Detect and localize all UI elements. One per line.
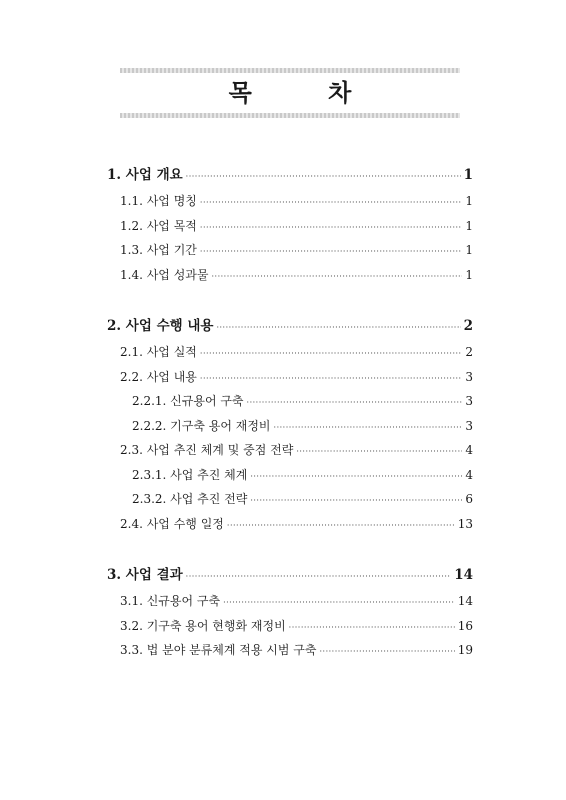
toc-entry[interactable] [107,365,473,390]
toc-dot-leader [200,191,462,216]
toc-entry-page-number: 2 [463,318,473,334]
toc-entry[interactable] [107,162,473,189]
toc-dot-leader [216,314,460,341]
toc-entry-label: 1.3. 사업 기간 [120,243,197,257]
toc-entry-label: 2.2.2. 기구축 용어 재정비 [132,418,271,433]
toc-entry[interactable] [107,313,473,340]
toc-entry-page-number: 4 [465,467,473,482]
toc-entry-page-number: 3 [465,418,473,433]
toc-dot-leader [200,367,462,392]
toc-entry-page-number: 16 [457,618,473,633]
toc-entry-label: 3.2. 기구축 용어 현행화 재정비 [120,618,286,633]
toc-entry-page-number: 3 [465,394,473,408]
toc-entry-label: 2. 사업 수행 내용 [107,318,214,334]
toc-entry-label: 3.1. 신규용어 구축 [120,594,221,608]
toc-dot-leader [296,440,462,465]
toc-entry[interactable] [107,214,473,239]
toc-dot-leader [319,640,454,665]
toc-entry-label: 2.3.2. 사업 추진 전략 [132,492,248,506]
toc-dot-leader [186,163,461,190]
toc-entry-label: 2.3. 사업 추진 체계 및 중점 전략 [120,443,294,457]
toc-dot-leader [200,240,462,265]
toc-entry-page-number: 2 [465,345,473,359]
toc-entry-page-number: 14 [454,567,473,583]
toc-entry[interactable] [107,389,473,414]
page-title: 목 차 [228,79,386,107]
toc-section [107,562,473,663]
toc-dot-leader [212,265,463,290]
toc-title-band [120,68,460,118]
toc-dot-leader [250,489,462,514]
toc-entry[interactable] [107,414,473,439]
toc-entry-label: 1. 사업 개요 [107,167,183,183]
toc-entry[interactable] [107,614,473,639]
toc-entry[interactable] [107,438,473,463]
toc-entry-label: 2.2.1. 신규용어 구축 [132,394,244,408]
toc-section [107,162,473,287]
toc-entry[interactable] [107,512,473,537]
toc-entry-label: 2.2. 사업 내용 [120,369,197,384]
toc-dot-leader [250,465,462,490]
toc-entry-label: 2.4. 사업 수행 일정 [120,516,224,531]
toc-dot-leader [200,342,462,367]
toc-entry-page-number: 3 [465,369,473,384]
toc-dot-leader [186,563,452,590]
toc-entry-page-number: 1 [465,243,473,257]
toc-entry[interactable] [107,463,473,488]
toc-entry-page-number: 19 [457,643,473,657]
toc-dot-leader [247,391,462,416]
toc-entry[interactable] [107,589,473,614]
toc-section [107,313,473,536]
toc-dot-leader [223,591,455,616]
toc-entry-label: 3. 사업 결과 [107,567,183,583]
toc-entry[interactable] [107,638,473,663]
toc-entry[interactable] [107,340,473,365]
toc-entry-page-number: 14 [457,594,473,608]
toc-entry-page-number: 1 [465,218,473,233]
toc-entry[interactable] [107,562,473,589]
toc-entry-label: 1.4. 사업 성과물 [120,267,209,282]
table-of-contents [107,162,473,689]
toc-dot-leader [274,416,462,441]
toc-entry-label: 3.3. 법 분야 분류체계 적용 시범 구축 [120,643,317,657]
toc-entry-page-number: 1 [465,267,473,282]
toc-entry-label: 1.2. 사업 목적 [120,218,197,233]
toc-entry-page-number: 1 [463,167,473,183]
toc-entry[interactable] [107,238,473,263]
title-rule-bottom [120,113,460,118]
toc-dot-leader [227,514,455,539]
toc-entry-label: 2.1. 사업 실적 [120,345,197,359]
toc-entry-page-number: 1 [465,194,473,208]
toc-entry-page-number: 13 [457,516,473,531]
toc-entry-page-number: 4 [465,443,473,457]
toc-entry-label: 2.3.1. 사업 추진 체계 [132,467,248,482]
title-rule-top [120,68,460,73]
toc-entry[interactable] [107,263,473,288]
toc-entry-page-number: 6 [465,492,473,506]
toc-dot-leader [289,616,455,641]
toc-entry[interactable] [107,487,473,512]
toc-dot-leader [200,216,462,241]
toc-entry[interactable] [107,189,473,214]
toc-entry-label: 1.1. 사업 명칭 [120,194,197,208]
